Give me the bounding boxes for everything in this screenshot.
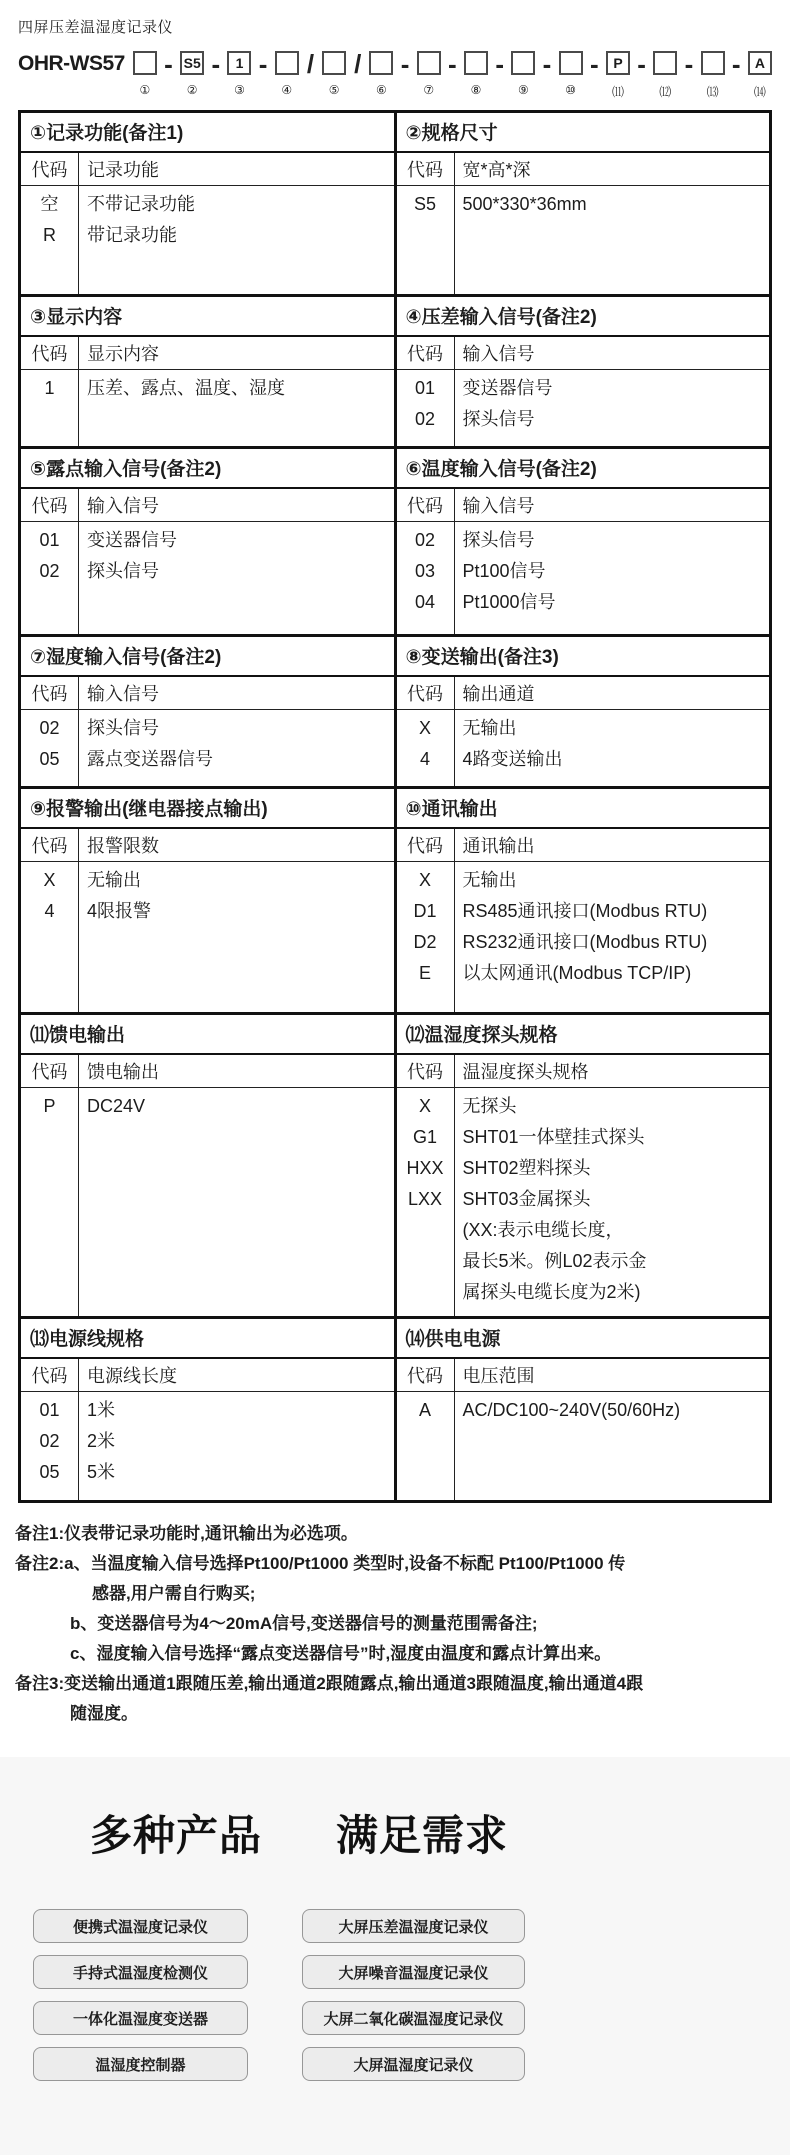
desc-cell: 无输出 [87,870,141,890]
section-power-feed-output [21,1015,397,1316]
code-header: 代码 [397,829,455,861]
code-cell: 4 [44,901,55,921]
code-cell: 05 [39,749,60,769]
model-prefix: OHR-WS57 [18,52,125,75]
dash-separator: - [637,48,646,79]
model-segment-2 [180,51,204,97]
section-record-function [21,113,397,294]
note-line-2: 备注2:a、当温度输入信号选择Pt100/Pt1000 类型时,设备不标配 Pt100/Pt1000 传 [15,1554,626,1573]
dash-separator: - [258,48,268,79]
section-transmitting-output [397,637,770,786]
position-number-7: ⑦ [423,83,435,97]
slash-separator: / [354,48,362,79]
desc-cell: SHT02塑料探头 [462,1158,591,1178]
dash-separator: - [684,48,694,79]
code-header: 代码 [21,489,79,521]
desc-note: (XX:表示电缆长度， [462,1220,624,1240]
dash-separator: - [400,48,410,79]
code-cell: 01 [414,378,436,398]
model-segment-6 [369,51,393,97]
label-header: 通讯输出 [462,836,535,856]
label-header: 输入信号 [87,496,159,516]
footer-products-section [0,1757,790,2155]
code-cell: E [418,963,431,983]
table-pair-7 [21,1319,769,1500]
desc-cell: 探头信号 [87,718,159,738]
model-box-14: A [748,51,772,75]
code-header: 代码 [21,337,79,369]
section-title: ①记录功能(备注1) [21,113,394,153]
code-header: 代码 [397,337,455,369]
desc-cell: 无探头 [462,1096,517,1116]
code-cell: 02 [39,718,60,738]
model-segment-4 [275,51,299,97]
model-segment-13 [701,51,725,100]
position-number-12: ⑿ [659,85,672,99]
desc-cell: 露点变送器信号 [87,749,213,769]
dash-separator: - [589,48,599,79]
model-box-1 [133,51,157,75]
code-header: 代码 [21,153,79,185]
note-line-4: b、变送器信号为4～20mA信号,变送器信号的测量范围需备注; [70,1614,538,1633]
table-pair-3 [21,449,769,637]
code-header: 代码 [21,829,79,861]
desc-cell: SHT03金属探头 [462,1189,591,1209]
section-display-content [21,297,397,446]
note-line-3: 感器,用户需自行购买; [92,1584,256,1603]
model-box-8 [464,51,488,75]
model-box-13 [701,51,725,75]
spec-table [18,110,772,1503]
model-segment-8 [464,51,488,97]
position-number-8: ⑧ [470,83,482,97]
code-header: 代码 [397,677,455,709]
code-header: 代码 [397,489,455,521]
code-header: 代码 [397,1359,455,1391]
model-box-9 [511,51,535,75]
model-box-2: S5 [180,51,204,75]
label-header: 馈电输出 [87,1062,159,1082]
dash-separator: - [495,48,505,79]
section-humidity-input-signal [21,637,397,786]
desc-cell: 不带记录功能 [87,194,195,214]
code-cell: 02 [39,561,60,581]
code-cell: 02 [39,1431,60,1451]
section-title: ⑧变送输出(备注3) [397,637,770,677]
footer-heading-left: 多种产品 [89,1812,262,1859]
code-cell: LXX [407,1189,443,1209]
code-cell: 空 [40,194,59,214]
model-box-12 [653,51,677,75]
model-segment-11 [606,51,630,100]
section-title: ⑦湿度输入信号(备注2) [21,637,394,677]
desc-cell: 压差、露点、温度、湿度 [87,378,285,398]
product-grid [33,1909,525,2081]
desc-cell: Pt100信号 [462,561,546,581]
section-title: ⑾馈电输出 [21,1015,394,1055]
desc-cell: RS232通讯接口(Modbus RTU) [462,932,708,952]
position-number-3: ③ [234,83,245,97]
desc-note: 属探头电缆长度为2米) [462,1282,641,1302]
model-segment-9 [511,51,535,97]
position-number-9: ⑨ [517,83,529,97]
code-cell: 01 [39,530,60,550]
dash-separator: - [164,48,173,79]
model-box-10 [559,51,583,75]
product-button-bigscreen-noise-th-recorder[interactable]: 大屏噪音温湿度记录仪 [302,1955,525,1989]
label-header: 输入信号 [462,344,535,364]
desc-cell: RS485通讯接口(Modbus RTU) [462,901,708,921]
code-cell: 05 [39,1462,60,1482]
dash-separator: - [211,48,221,79]
table-pair-4 [21,637,769,789]
code-header: 代码 [21,1055,79,1087]
label-header: 输出通道 [462,684,535,704]
footer-heading-right: 满足需求 [336,1812,509,1859]
label-header: 报警限数 [87,836,159,856]
desc-cell: 变送器信号 [87,530,177,550]
desc-cell: 4路变送输出 [462,749,563,769]
section-dp-input-signal [397,297,770,446]
product-button-bigscreen-th-recorder[interactable]: 大屏温湿度记录仪 [302,2047,525,2081]
desc-cell: Pt1000信号 [462,592,556,612]
desc-cell: DC24V [87,1096,146,1116]
position-number-1: ① [139,83,151,97]
desc-cell: 探头信号 [87,561,159,581]
label-header: 宽*高*深 [462,160,531,180]
table-pair-2 [21,297,769,449]
model-segment-3 [227,51,251,97]
model-box-7 [417,51,441,75]
code-header: 代码 [21,677,79,709]
code-header: 代码 [21,1359,79,1391]
code-cell: X [43,870,56,890]
desc-cell: 探头信号 [462,530,535,550]
desc-cell: 5米 [87,1462,116,1482]
position-number-4: ④ [281,83,293,97]
code-cell: D2 [413,932,437,952]
model-segment-10 [559,51,583,97]
section-communication-output [397,789,770,1012]
code-cell: 02 [414,409,436,429]
code-cell: HXX [406,1158,444,1178]
section-probe-spec [397,1015,770,1316]
desc-cell: 无输出 [462,870,517,890]
position-number-5: ⑤ [328,83,340,97]
model-box-3: 1 [227,51,251,75]
code-cell: X [418,1096,431,1116]
code-header: 代码 [397,1055,455,1087]
section-size [397,113,770,294]
desc-cell: 变送器信号 [462,378,553,398]
position-number-6: ⑥ [376,83,387,97]
section-title: ⑤露点输入信号(备注2) [21,449,394,489]
section-temperature-input-signal [397,449,770,634]
section-title: ⑿温湿度探头规格 [397,1015,770,1055]
code-cell: R [43,225,56,245]
section-title: ②规格尺寸 [397,113,770,153]
page-title: 四屏压差温湿度记录仪 [18,19,174,36]
desc-cell: AC/DC100~240V(50/60Hz) [462,1400,681,1420]
model-box-5 [322,51,346,75]
section-title: ⑩通讯输出 [397,789,770,829]
footer-heading [33,1803,525,1863]
slash-separator: / [306,48,315,79]
code-cell: X [418,870,431,890]
code-cell: P [43,1096,56,1116]
note-line-7: 随湿度。 [70,1704,138,1723]
code-cell: 04 [414,592,436,612]
label-header: 电压范围 [462,1366,535,1386]
product-button-integrated-th-transmitter[interactable]: 一体化温湿度变送器 [33,2001,248,2035]
model-segment-7 [417,51,441,97]
notes-block [15,1519,772,1729]
product-button-th-controller[interactable]: 温湿度控制器 [33,2047,248,2081]
code-cell: 02 [414,530,436,550]
code-header: 代码 [397,153,455,185]
desc-note: 最长5米。例L02表示金 [462,1251,647,1271]
code-cell: X [418,718,431,738]
desc-cell: 带记录功能 [87,225,177,245]
model-segment-12 [653,51,677,100]
product-button-bigscreen-co2-th-recorder[interactable]: 大屏二氧化碳温湿度记录仪 [302,2001,525,2035]
label-header: 输入信号 [462,496,535,516]
product-button-bigscreen-dp-th-recorder[interactable]: 大屏压差温湿度记录仪 [302,1909,525,1943]
desc-cell: 500*330*36mm [462,194,587,214]
desc-cell: 无输出 [462,718,517,738]
section-dewpoint-input-signal [21,449,397,634]
dash-separator: - [448,48,457,79]
model-segment-1 [133,51,157,97]
section-power-cord-spec [21,1319,397,1500]
model-segment-14 [748,51,772,100]
model-box-11: P [606,51,630,75]
code-cell: S5 [413,194,437,214]
dash-separator: - [542,48,552,79]
code-cell: D1 [413,901,437,921]
label-header: 记录功能 [87,160,159,180]
desc-cell: SHT01一体壁挂式探头 [462,1127,645,1147]
code-cell: 4 [419,749,430,769]
section-title: ⑨报警输出(继电器接点输出) [21,789,394,829]
model-segment-5 [322,51,346,97]
section-title: ③显示内容 [21,297,394,337]
desc-cell: 2米 [87,1431,116,1451]
dash-separator: - [731,48,741,79]
code-cell: G1 [412,1127,437,1147]
note-line-5: c、湿度输入信号选择“露点变送器信号”时,湿度由温度和露点计算出来。 [70,1644,612,1663]
code-cell: 1 [44,378,55,398]
section-title: ⑥温度输入信号(备注2) [397,449,770,489]
note-line-1: 备注1:仪表带记录功能时,通讯输出为必选项。 [15,1524,358,1543]
section-title: ⒀电源线规格 [21,1319,394,1359]
section-power-supply [397,1319,770,1500]
model-code-row [18,48,772,100]
section-alarm-output [21,789,397,1012]
top-area [0,0,790,100]
desc-cell: 4限报警 [87,901,152,921]
position-number-11: ⑾ [611,85,624,99]
table-pair-1 [21,113,769,297]
desc-cell: 探头信号 [462,409,535,429]
label-header: 输入信号 [87,684,159,704]
section-title: ⒁供电电源 [397,1319,770,1359]
label-header: 显示内容 [87,344,159,364]
section-title: ④压差输入信号(备注2) [397,297,770,337]
table-pair-6 [21,1015,769,1319]
model-box-6 [369,51,393,75]
position-number-14: ⒁ [753,85,766,99]
desc-cell: 1米 [87,1400,116,1420]
table-pair-5 [21,789,769,1015]
model-box-4 [275,51,299,75]
position-number-10: ⑩ [565,83,577,97]
label-header: 电源线长度 [87,1366,177,1386]
code-cell: 01 [39,1400,60,1420]
desc-cell: 以太网通讯(Modbus TCP/IP) [462,963,692,983]
code-cell: 03 [414,561,436,581]
position-number-13: ⒀ [706,85,719,99]
product-button-portable-th-recorder[interactable]: 便携式温湿度记录仪 [33,1909,248,1943]
label-header: 温湿度探头规格 [462,1062,589,1082]
code-cell: A [418,1400,431,1420]
product-button-handheld-th-detector[interactable]: 手持式温湿度检测仪 [33,1955,248,1989]
note-line-6: 备注3:变送输出通道1跟随压差,输出通道2跟随露点,输出通道3跟随温度,输出通道4跟 [15,1674,644,1693]
position-number-2: ② [186,83,198,97]
